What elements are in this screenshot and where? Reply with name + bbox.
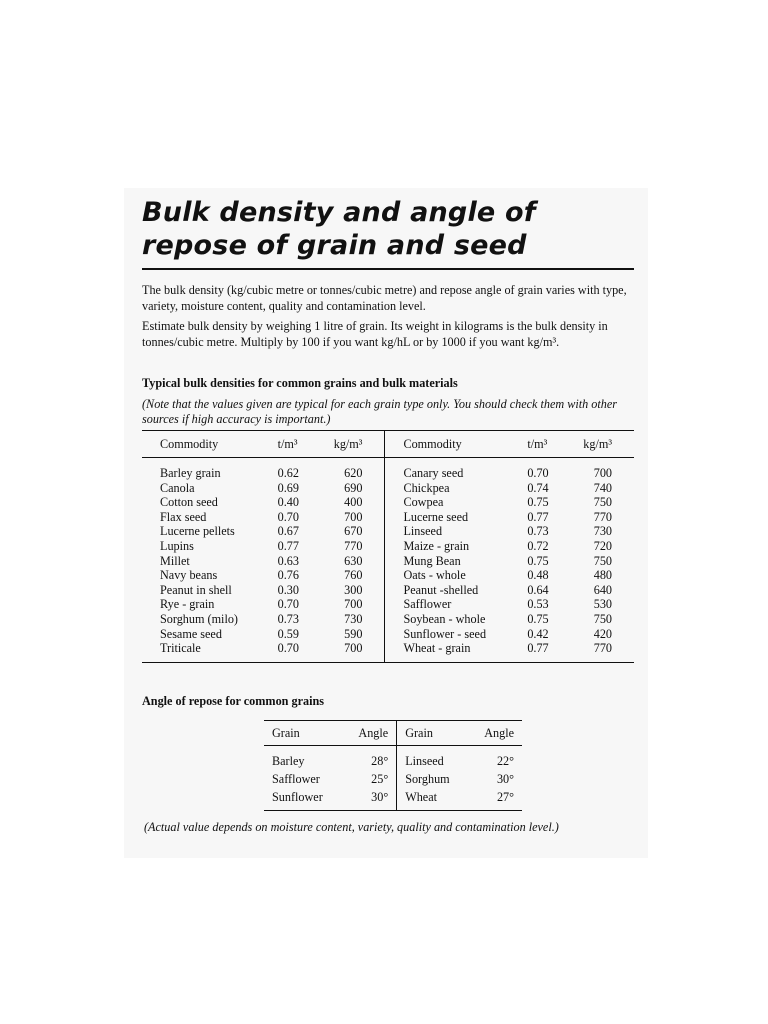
column-header-grain: Grain xyxy=(397,721,469,746)
angle-of-repose-table xyxy=(264,720,522,811)
t-per-m3-cell: 0.75 xyxy=(527,611,549,626)
t-per-m3-cell: 0.74 xyxy=(527,480,549,495)
grain-cell: Safflower xyxy=(272,772,320,786)
kg-per-m3-cell: 750 xyxy=(593,495,612,510)
column-header-commodity: Commodity xyxy=(142,431,274,458)
angle-cell: 27° xyxy=(496,790,514,804)
kg-per-m3-cell: 640 xyxy=(593,582,612,597)
kg-per-m3-cell: 750 xyxy=(593,553,612,568)
commodity-cell: Lucerne seed xyxy=(403,509,469,524)
angle-cell: 25° xyxy=(342,770,396,788)
bulk-density-header-row xyxy=(142,431,634,458)
table-row xyxy=(142,510,634,525)
kg-per-m3-cell: 690 xyxy=(312,481,385,496)
footnote: (Actual value depends on moisture content, variety, quality and contamination level.) xyxy=(144,820,559,834)
t-per-m3-cell: 0.73 xyxy=(277,611,299,626)
column-header-grain: Grain xyxy=(264,721,342,746)
kg-per-m3-cell: 300 xyxy=(312,583,385,598)
t-per-m3-cell: 0.48 xyxy=(527,568,549,583)
commodity-cell: Peanut -shelled xyxy=(403,582,479,597)
kg-per-m3-cell: 590 xyxy=(312,627,385,642)
grain-cell: Sunflower xyxy=(272,790,323,804)
t-per-m3-cell: 0.40 xyxy=(277,495,299,510)
commodity-cell: Triticale xyxy=(160,641,201,656)
t-per-m3-cell: 0.53 xyxy=(527,597,549,612)
commodity-cell: Canola xyxy=(160,480,195,495)
t-per-m3-cell: 0.64 xyxy=(527,582,549,597)
t-per-m3-cell: 0.75 xyxy=(527,495,549,510)
kg-per-m3-cell: 770 xyxy=(312,539,385,554)
commodity-cell: Sesame seed xyxy=(160,626,222,641)
commodity-cell: Peanut in shell xyxy=(160,582,232,597)
commodity-cell: Lupins xyxy=(160,538,194,553)
t-per-m3-cell: 0.62 xyxy=(277,466,299,480)
kg-per-m3-cell: 670 xyxy=(312,524,385,539)
t-per-m3-cell: 0.70 xyxy=(277,597,299,612)
table-row xyxy=(142,539,634,554)
commodity-cell: Cotton seed xyxy=(160,495,218,510)
kg-per-m3-cell: 530 xyxy=(593,597,612,612)
grain-cell: Barley xyxy=(272,754,305,768)
page-title: Bulk density and angle of repose of grain and seed xyxy=(142,197,536,261)
commodity-cell: Canary seed xyxy=(403,466,464,480)
t-per-m3-cell: 0.72 xyxy=(527,538,549,553)
table-row xyxy=(142,524,634,539)
kg-per-m3-cell: 400 xyxy=(312,495,385,510)
column-header-kg-per-m3: kg/m³ xyxy=(312,431,385,458)
angle-header-row xyxy=(264,721,522,746)
angle-cell: 30° xyxy=(496,772,514,786)
commodity-cell: Millet xyxy=(160,553,190,568)
t-per-m3-cell: 0.70 xyxy=(527,466,549,480)
kg-per-m3-cell: 700 xyxy=(312,641,385,662)
table-row xyxy=(142,612,634,627)
commodity-cell: Flax seed xyxy=(160,509,207,524)
t-per-m3-cell: 0.59 xyxy=(277,626,299,641)
column-header-t-per-m3: t/m³ xyxy=(523,431,562,458)
t-per-m3-cell: 0.73 xyxy=(527,524,549,539)
table-row xyxy=(142,458,634,481)
t-per-m3-cell: 0.77 xyxy=(527,641,549,656)
kg-per-m3-cell: 720 xyxy=(593,538,612,553)
kg-per-m3-cell: 760 xyxy=(312,568,385,583)
table-row xyxy=(264,746,522,771)
t-per-m3-cell: 0.67 xyxy=(277,524,299,539)
angle-of-repose-heading: Angle of repose for common grains xyxy=(142,694,325,708)
column-header-t-per-m3: t/m³ xyxy=(274,431,313,458)
kg-per-m3-cell: 750 xyxy=(593,611,612,626)
column-header-kg-per-m3: kg/m³ xyxy=(562,431,634,458)
grain-cell: Linseed xyxy=(405,754,444,768)
kg-per-m3-cell: 480 xyxy=(593,568,612,583)
kg-per-m3-cell: 700 xyxy=(312,510,385,525)
t-per-m3-cell: 0.77 xyxy=(277,538,299,553)
commodity-cell: Lucerne pellets xyxy=(160,524,235,539)
t-per-m3-cell: 0.69 xyxy=(277,480,299,495)
kg-per-m3-cell: 700 xyxy=(593,466,612,480)
t-per-m3-cell: 0.75 xyxy=(527,553,549,568)
kg-per-m3-cell: 770 xyxy=(593,641,612,656)
t-per-m3-cell: 0.63 xyxy=(277,553,299,568)
kg-per-m3-cell: 700 xyxy=(312,597,385,612)
commodity-cell: Linseed xyxy=(403,524,443,539)
angle-cell: 30° xyxy=(342,788,396,811)
commodity-cell: Barley grain xyxy=(160,466,221,480)
commodity-cell: Sorghum (milo) xyxy=(160,611,238,626)
bulk-density-table xyxy=(142,430,634,663)
table-row xyxy=(264,770,522,788)
t-per-m3-cell: 0.70 xyxy=(277,509,299,524)
t-per-m3-cell: 0.77 xyxy=(527,509,549,524)
commodity-cell: Sunflower - seed xyxy=(403,626,487,641)
kg-per-m3-cell: 630 xyxy=(312,554,385,569)
t-per-m3-cell: 0.70 xyxy=(277,641,299,656)
column-header-commodity: Commodity xyxy=(385,431,523,458)
commodity-cell: Rye - grain xyxy=(160,597,215,612)
kg-per-m3-cell: 620 xyxy=(312,458,385,481)
t-per-m3-cell: 0.76 xyxy=(277,568,299,583)
table-row xyxy=(264,788,522,811)
table-row xyxy=(142,583,634,598)
angle-cell: 28° xyxy=(342,746,396,771)
commodity-cell: Mung Bean xyxy=(403,553,461,568)
table-row xyxy=(142,641,634,662)
table-row xyxy=(142,597,634,612)
commodity-cell: Chickpea xyxy=(403,480,450,495)
t-per-m3-cell: 0.30 xyxy=(277,582,299,597)
column-header-angle: Angle xyxy=(342,721,396,746)
table-row xyxy=(142,554,634,569)
commodity-cell: Wheat - grain xyxy=(403,641,471,656)
commodity-cell: Maize - grain xyxy=(403,538,470,553)
title-rule xyxy=(142,268,634,270)
bulk-density-heading: Typical bulk densities for common grains and bulk materials xyxy=(142,376,458,390)
column-header-angle: Angle xyxy=(468,721,522,746)
table-row xyxy=(142,627,634,642)
kg-per-m3-cell: 730 xyxy=(312,612,385,627)
commodity-cell: Navy beans xyxy=(160,568,218,583)
table-row xyxy=(142,495,634,510)
commodity-cell: Cowpea xyxy=(403,495,444,510)
commodity-cell: Oats - whole xyxy=(403,568,466,583)
commodity-cell: Safflower xyxy=(403,597,452,612)
grain-cell: Sorghum xyxy=(405,772,450,786)
intro-paragraph-2: Estimate bulk density by weighing 1 litre of grain. Its weight in kilograms is the bulk density in tonnes/cubic metre. Multiply by 100 if you want kg/hL or by 1000 if you want kg/m³. xyxy=(142,319,608,349)
angle-cell: 22° xyxy=(496,754,514,768)
kg-per-m3-cell: 740 xyxy=(593,480,612,495)
t-per-m3-cell: 0.42 xyxy=(527,626,549,641)
table-row xyxy=(142,568,634,583)
grain-cell: Wheat xyxy=(405,790,437,804)
kg-per-m3-cell: 770 xyxy=(593,509,612,524)
table-row xyxy=(142,481,634,496)
kg-per-m3-cell: 730 xyxy=(593,524,612,539)
kg-per-m3-cell: 420 xyxy=(593,626,612,641)
commodity-cell: Soybean - whole xyxy=(403,611,486,626)
bulk-density-note: (Note that the values given are typical for each grain type only. You should check them with other sources if high accuracy is important.) xyxy=(142,397,617,426)
intro-paragraph-1: The bulk density (kg/cubic metre or tonnes/cubic metre) and repose angle of grain varies with type, variety, moisture content, quality and contamination level. xyxy=(142,283,627,313)
